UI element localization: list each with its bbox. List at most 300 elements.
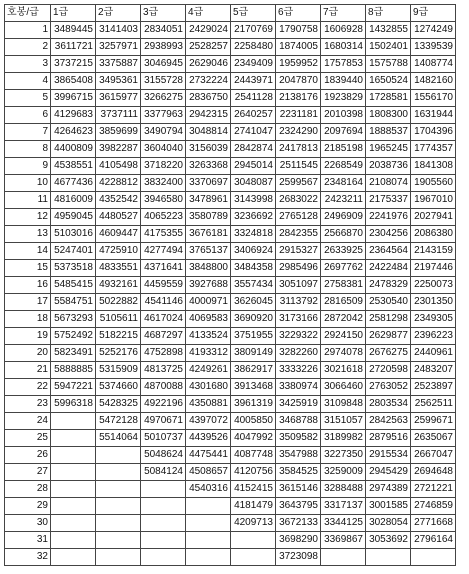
- salary-cell[interactable]: 2231181: [276, 107, 321, 124]
- salary-cell[interactable]: 3737215: [51, 56, 96, 73]
- salary-cell[interactable]: 3155728: [141, 73, 186, 90]
- step-number-cell[interactable]: 17: [5, 294, 51, 311]
- salary-cell[interactable]: 2765128: [276, 209, 321, 226]
- salary-cell[interactable]: 3151057: [321, 413, 366, 430]
- salary-cell[interactable]: 4301680: [186, 379, 231, 396]
- salary-cell[interactable]: 2629877: [366, 328, 411, 345]
- salary-cell[interactable]: 2566870: [321, 226, 366, 243]
- salary-cell[interactable]: 2771668: [411, 515, 456, 532]
- salary-cell[interactable]: 2942315: [186, 107, 231, 124]
- salary-cell[interactable]: 2108074: [366, 175, 411, 192]
- salary-cell[interactable]: 5315909: [96, 362, 141, 379]
- step-number-cell[interactable]: 15: [5, 260, 51, 277]
- salary-cell[interactable]: 2758381: [321, 277, 366, 294]
- salary-cell[interactable]: 3369867: [321, 532, 366, 549]
- salary-cell[interactable]: 2483207: [411, 362, 456, 379]
- salary-cell[interactable]: 1631944: [411, 107, 456, 124]
- salary-cell[interactable]: 4069583: [186, 311, 231, 328]
- salary-cell[interactable]: 4000971: [186, 294, 231, 311]
- salary-cell[interactable]: 3333226: [276, 362, 321, 379]
- salary-cell[interactable]: 1704396: [411, 124, 456, 141]
- salary-cell[interactable]: 4677436: [51, 175, 96, 192]
- salary-cell[interactable]: 3723098: [276, 549, 321, 566]
- salary-cell[interactable]: 5252176: [96, 345, 141, 362]
- salary-cell[interactable]: [96, 481, 141, 498]
- step-number-cell[interactable]: 2: [5, 39, 51, 56]
- salary-cell[interactable]: 2562511: [411, 396, 456, 413]
- salary-cell[interactable]: [96, 532, 141, 549]
- salary-cell[interactable]: 5084124: [141, 464, 186, 481]
- salary-cell[interactable]: 2633925: [321, 243, 366, 260]
- salary-cell[interactable]: 2138176: [276, 90, 321, 107]
- salary-cell[interactable]: 5485415: [51, 277, 96, 294]
- salary-cell[interactable]: 3547988: [276, 447, 321, 464]
- salary-cell[interactable]: 3109848: [321, 396, 366, 413]
- header-grade-6[interactable]: 6급: [276, 5, 321, 22]
- salary-cell[interactable]: 3028054: [366, 515, 411, 532]
- step-number-cell[interactable]: 7: [5, 124, 51, 141]
- salary-cell[interactable]: 2143159: [411, 243, 456, 260]
- salary-cell[interactable]: 2364564: [366, 243, 411, 260]
- salary-cell[interactable]: 3317137: [321, 498, 366, 515]
- step-number-cell[interactable]: 14: [5, 243, 51, 260]
- salary-cell[interactable]: 2268549: [321, 158, 366, 175]
- salary-cell[interactable]: 1839440: [321, 73, 366, 90]
- salary-cell[interactable]: [51, 447, 96, 464]
- salary-cell[interactable]: 5374660: [96, 379, 141, 396]
- salary-cell[interactable]: 2241976: [366, 209, 411, 226]
- salary-cell[interactable]: 3425919: [276, 396, 321, 413]
- salary-cell[interactable]: 2842874: [231, 141, 276, 158]
- salary-cell[interactable]: 2423211: [321, 192, 366, 209]
- salary-cell[interactable]: 2720598: [366, 362, 411, 379]
- step-number-cell[interactable]: 4: [5, 73, 51, 90]
- salary-cell[interactable]: [51, 481, 96, 498]
- salary-cell[interactable]: 5823491: [51, 345, 96, 362]
- salary-cell[interactable]: 2511545: [276, 158, 321, 175]
- step-number-cell[interactable]: 13: [5, 226, 51, 243]
- salary-cell[interactable]: 2945014: [231, 158, 276, 175]
- salary-cell[interactable]: 2349409: [231, 56, 276, 73]
- salary-cell[interactable]: 2816509: [321, 294, 366, 311]
- salary-cell[interactable]: 2763052: [366, 379, 411, 396]
- salary-cell[interactable]: 4133524: [186, 328, 231, 345]
- salary-cell[interactable]: [51, 549, 96, 566]
- salary-cell[interactable]: 5428325: [96, 396, 141, 413]
- salary-cell[interactable]: 3288488: [321, 481, 366, 498]
- salary-cell[interactable]: 3257971: [96, 39, 141, 56]
- salary-cell[interactable]: 3927688: [186, 277, 231, 294]
- step-number-cell[interactable]: 25: [5, 430, 51, 447]
- salary-cell[interactable]: 5010737: [141, 430, 186, 447]
- salary-cell[interactable]: 4959045: [51, 209, 96, 226]
- step-number-cell[interactable]: 27: [5, 464, 51, 481]
- salary-cell[interactable]: [96, 515, 141, 532]
- salary-cell[interactable]: 2185198: [321, 141, 366, 158]
- salary-cell[interactable]: 3615977: [96, 90, 141, 107]
- salary-cell[interactable]: [186, 549, 231, 566]
- salary-cell[interactable]: 3676181: [186, 226, 231, 243]
- salary-cell[interactable]: 3263368: [186, 158, 231, 175]
- salary-cell[interactable]: 2834051: [141, 22, 186, 39]
- salary-cell[interactable]: 4508657: [186, 464, 231, 481]
- salary-cell[interactable]: 2304256: [366, 226, 411, 243]
- step-number-cell[interactable]: 30: [5, 515, 51, 532]
- salary-cell[interactable]: 3690920: [231, 311, 276, 328]
- salary-cell[interactable]: [231, 532, 276, 549]
- salary-cell[interactable]: 3227350: [321, 447, 366, 464]
- salary-cell[interactable]: 1482160: [411, 73, 456, 90]
- salary-cell[interactable]: 2440961: [411, 345, 456, 362]
- salary-cell[interactable]: 3626045: [231, 294, 276, 311]
- salary-cell[interactable]: 1502401: [366, 39, 411, 56]
- salary-cell[interactable]: 2974389: [366, 481, 411, 498]
- salary-cell[interactable]: 3859699: [96, 124, 141, 141]
- salary-cell[interactable]: 2097694: [321, 124, 366, 141]
- salary-cell[interactable]: 1774357: [411, 141, 456, 158]
- salary-cell[interactable]: 3046945: [141, 56, 186, 73]
- header-grade-9[interactable]: 9급: [411, 5, 456, 22]
- salary-cell[interactable]: 1408774: [411, 56, 456, 73]
- salary-cell[interactable]: 3282260: [276, 345, 321, 362]
- salary-cell[interactable]: 2842563: [366, 413, 411, 430]
- salary-cell[interactable]: 2694648: [411, 464, 456, 481]
- salary-cell[interactable]: [51, 430, 96, 447]
- salary-cell[interactable]: 2422484: [366, 260, 411, 277]
- salary-cell[interactable]: 2250073: [411, 277, 456, 294]
- step-number-cell[interactable]: 5: [5, 90, 51, 107]
- step-number-cell[interactable]: 20: [5, 345, 51, 362]
- salary-cell[interactable]: 4065223: [141, 209, 186, 226]
- salary-cell[interactable]: 2879516: [366, 430, 411, 447]
- salary-cell[interactable]: 4087748: [231, 447, 276, 464]
- salary-cell[interactable]: 1650524: [366, 73, 411, 90]
- header-grade-8[interactable]: 8급: [366, 5, 411, 22]
- salary-cell[interactable]: [96, 498, 141, 515]
- salary-cell[interactable]: 2667047: [411, 447, 456, 464]
- salary-cell[interactable]: 3865408: [51, 73, 96, 90]
- salary-cell[interactable]: [186, 515, 231, 532]
- salary-cell[interactable]: 2974078: [321, 345, 366, 362]
- salary-cell[interactable]: 2528257: [186, 39, 231, 56]
- salary-cell[interactable]: 5514064: [96, 430, 141, 447]
- salary-cell[interactable]: 4120756: [231, 464, 276, 481]
- step-number-cell[interactable]: 12: [5, 209, 51, 226]
- salary-cell[interactable]: 3021618: [321, 362, 366, 379]
- salary-cell[interactable]: 2027941: [411, 209, 456, 226]
- salary-cell[interactable]: 4475441: [186, 447, 231, 464]
- salary-cell[interactable]: 4813725: [141, 362, 186, 379]
- salary-cell[interactable]: 3344125: [321, 515, 366, 532]
- salary-cell[interactable]: 2417813: [276, 141, 321, 158]
- salary-cell[interactable]: 2803534: [366, 396, 411, 413]
- salary-cell[interactable]: 2599671: [411, 413, 456, 430]
- salary-cell[interactable]: 3324818: [231, 226, 276, 243]
- salary-cell[interactable]: 4970671: [141, 413, 186, 430]
- salary-cell[interactable]: 2842355: [276, 226, 321, 243]
- salary-cell[interactable]: 5584751: [51, 294, 96, 311]
- salary-cell[interactable]: 3604040: [141, 141, 186, 158]
- salary-cell[interactable]: [321, 549, 366, 566]
- step-number-cell[interactable]: 21: [5, 362, 51, 379]
- salary-cell[interactable]: 4181479: [231, 498, 276, 515]
- step-number-cell[interactable]: 22: [5, 379, 51, 396]
- salary-cell[interactable]: 2496909: [321, 209, 366, 226]
- salary-cell[interactable]: 3380974: [276, 379, 321, 396]
- salary-cell[interactable]: 1575788: [366, 56, 411, 73]
- salary-cell[interactable]: 2349305: [411, 311, 456, 328]
- salary-cell[interactable]: 2396223: [411, 328, 456, 345]
- step-number-cell[interactable]: 28: [5, 481, 51, 498]
- salary-cell[interactable]: 3809149: [231, 345, 276, 362]
- salary-cell[interactable]: 3946580: [141, 192, 186, 209]
- salary-cell[interactable]: 4175355: [141, 226, 186, 243]
- salary-cell[interactable]: [51, 464, 96, 481]
- salary-cell[interactable]: 4352542: [96, 192, 141, 209]
- salary-cell[interactable]: [51, 498, 96, 515]
- salary-cell[interactable]: 2348164: [321, 175, 366, 192]
- step-number-cell[interactable]: 23: [5, 396, 51, 413]
- salary-cell[interactable]: 3996715: [51, 90, 96, 107]
- salary-cell[interactable]: 3615146: [276, 481, 321, 498]
- salary-cell[interactable]: 4264623: [51, 124, 96, 141]
- salary-cell[interactable]: 5673293: [51, 311, 96, 328]
- salary-cell[interactable]: 3848800: [186, 260, 231, 277]
- salary-cell[interactable]: 3495361: [96, 73, 141, 90]
- salary-cell[interactable]: 4752898: [141, 345, 186, 362]
- salary-cell[interactable]: 3718220: [141, 158, 186, 175]
- salary-cell[interactable]: 5888885: [51, 362, 96, 379]
- salary-cell[interactable]: 2523897: [411, 379, 456, 396]
- salary-cell[interactable]: 3490794: [141, 124, 186, 141]
- salary-cell[interactable]: 3053692: [366, 532, 411, 549]
- header-grade-3[interactable]: 3급: [141, 5, 186, 22]
- salary-cell[interactable]: 5752492: [51, 328, 96, 345]
- salary-cell[interactable]: 2429024: [186, 22, 231, 39]
- salary-cell[interactable]: [51, 532, 96, 549]
- salary-cell[interactable]: 1905560: [411, 175, 456, 192]
- salary-cell[interactable]: 4459559: [141, 277, 186, 294]
- salary-cell[interactable]: 4249261: [186, 362, 231, 379]
- step-number-cell[interactable]: 19: [5, 328, 51, 345]
- step-number-cell[interactable]: 26: [5, 447, 51, 464]
- salary-cell[interactable]: 3259009: [321, 464, 366, 481]
- salary-cell[interactable]: 2478329: [366, 277, 411, 294]
- salary-cell[interactable]: 5048624: [141, 447, 186, 464]
- salary-cell[interactable]: 3051097: [276, 277, 321, 294]
- step-number-cell[interactable]: 10: [5, 175, 51, 192]
- salary-cell[interactable]: [141, 481, 186, 498]
- salary-cell[interactable]: [96, 464, 141, 481]
- header-step-grade[interactable]: 호봉/급: [5, 5, 51, 22]
- salary-cell[interactable]: 4228812: [96, 175, 141, 192]
- salary-cell[interactable]: [141, 515, 186, 532]
- salary-cell[interactable]: 2629046: [186, 56, 231, 73]
- salary-cell[interactable]: 3751955: [231, 328, 276, 345]
- salary-cell[interactable]: 3557434: [231, 277, 276, 294]
- salary-cell[interactable]: 1790758: [276, 22, 321, 39]
- salary-cell[interactable]: 2915534: [366, 447, 411, 464]
- salary-cell[interactable]: 4932161: [96, 277, 141, 294]
- salary-cell[interactable]: 5247401: [51, 243, 96, 260]
- salary-cell[interactable]: 1965245: [366, 141, 411, 158]
- salary-cell[interactable]: 1967010: [411, 192, 456, 209]
- salary-cell[interactable]: 3832400: [141, 175, 186, 192]
- salary-cell[interactable]: [141, 532, 186, 549]
- salary-cell[interactable]: 4005850: [231, 413, 276, 430]
- salary-cell[interactable]: 2938993: [141, 39, 186, 56]
- salary-cell[interactable]: 3584525: [276, 464, 321, 481]
- salary-cell[interactable]: 2324290: [276, 124, 321, 141]
- header-grade-5[interactable]: 5급: [231, 5, 276, 22]
- salary-cell[interactable]: 3698290: [276, 532, 321, 549]
- salary-cell[interactable]: 2872042: [321, 311, 366, 328]
- salary-cell[interactable]: 5182215: [96, 328, 141, 345]
- salary-cell[interactable]: 2581298: [366, 311, 411, 328]
- salary-cell[interactable]: 4193312: [186, 345, 231, 362]
- salary-cell[interactable]: 5022882: [96, 294, 141, 311]
- step-number-cell[interactable]: 6: [5, 107, 51, 124]
- salary-cell[interactable]: 3048814: [186, 124, 231, 141]
- salary-cell[interactable]: 4047992: [231, 430, 276, 447]
- salary-cell[interactable]: 3156039: [186, 141, 231, 158]
- salary-cell[interactable]: 2915327: [276, 243, 321, 260]
- salary-cell[interactable]: 1728581: [366, 90, 411, 107]
- salary-cell[interactable]: 2599567: [276, 175, 321, 192]
- salary-cell[interactable]: 3611721: [51, 39, 96, 56]
- salary-cell[interactable]: 3765137: [186, 243, 231, 260]
- salary-cell[interactable]: 3468788: [276, 413, 321, 430]
- salary-cell[interactable]: 4105498: [96, 158, 141, 175]
- step-number-cell[interactable]: 18: [5, 311, 51, 328]
- salary-cell[interactable]: 1339539: [411, 39, 456, 56]
- salary-cell[interactable]: 2301350: [411, 294, 456, 311]
- salary-cell[interactable]: 4129683: [51, 107, 96, 124]
- salary-cell[interactable]: 3580789: [186, 209, 231, 226]
- salary-cell[interactable]: 3266275: [141, 90, 186, 107]
- salary-cell[interactable]: 5996318: [51, 396, 96, 413]
- salary-cell[interactable]: 3141403: [96, 22, 141, 39]
- salary-cell[interactable]: 4209713: [231, 515, 276, 532]
- salary-cell[interactable]: 3189982: [321, 430, 366, 447]
- salary-cell[interactable]: 2945429: [366, 464, 411, 481]
- header-grade-2[interactable]: 2급: [96, 5, 141, 22]
- salary-cell[interactable]: 4725910: [96, 243, 141, 260]
- salary-cell[interactable]: 1874005: [276, 39, 321, 56]
- salary-cell[interactable]: 3489445: [51, 22, 96, 39]
- salary-cell[interactable]: 3478961: [186, 192, 231, 209]
- salary-cell[interactable]: 4480527: [96, 209, 141, 226]
- step-number-cell[interactable]: 1: [5, 22, 51, 39]
- salary-cell[interactable]: 4541146: [141, 294, 186, 311]
- salary-cell[interactable]: 3066460: [321, 379, 366, 396]
- salary-cell[interactable]: 4439526: [186, 430, 231, 447]
- salary-cell[interactable]: 2443971: [231, 73, 276, 90]
- salary-cell[interactable]: 3143998: [231, 192, 276, 209]
- salary-cell[interactable]: 3484358: [231, 260, 276, 277]
- salary-cell[interactable]: 4687297: [141, 328, 186, 345]
- salary-cell[interactable]: 2038736: [366, 158, 411, 175]
- salary-cell[interactable]: [366, 549, 411, 566]
- salary-cell[interactable]: 5105611: [96, 311, 141, 328]
- salary-cell[interactable]: 2721221: [411, 481, 456, 498]
- salary-cell[interactable]: 1959952: [276, 56, 321, 73]
- salary-cell[interactable]: 4922196: [141, 396, 186, 413]
- salary-cell[interactable]: 2796164: [411, 532, 456, 549]
- salary-cell[interactable]: 2197446: [411, 260, 456, 277]
- salary-cell[interactable]: 2635067: [411, 430, 456, 447]
- salary-cell[interactable]: 4816009: [51, 192, 96, 209]
- salary-cell[interactable]: 5373518: [51, 260, 96, 277]
- salary-cell[interactable]: 4538551: [51, 158, 96, 175]
- salary-cell[interactable]: 3370697: [186, 175, 231, 192]
- salary-cell[interactable]: 5103016: [51, 226, 96, 243]
- salary-cell[interactable]: 4397072: [186, 413, 231, 430]
- salary-cell[interactable]: 4400809: [51, 141, 96, 158]
- step-number-cell[interactable]: 31: [5, 532, 51, 549]
- salary-cell[interactable]: 4350881: [186, 396, 231, 413]
- header-grade-7[interactable]: 7급: [321, 5, 366, 22]
- salary-cell[interactable]: 3001585: [366, 498, 411, 515]
- salary-cell[interactable]: [231, 549, 276, 566]
- salary-cell[interactable]: 4833551: [96, 260, 141, 277]
- salary-cell[interactable]: 3862917: [231, 362, 276, 379]
- salary-cell[interactable]: 3375887: [96, 56, 141, 73]
- salary-cell[interactable]: 3173166: [276, 311, 321, 328]
- step-number-cell[interactable]: 8: [5, 141, 51, 158]
- salary-cell[interactable]: 2175337: [366, 192, 411, 209]
- salary-cell[interactable]: 4540316: [186, 481, 231, 498]
- salary-cell[interactable]: 2746859: [411, 498, 456, 515]
- salary-cell[interactable]: 1274249: [411, 22, 456, 39]
- salary-cell[interactable]: 4371641: [141, 260, 186, 277]
- salary-cell[interactable]: [96, 447, 141, 464]
- salary-cell[interactable]: 5472128: [96, 413, 141, 430]
- salary-cell[interactable]: [141, 498, 186, 515]
- salary-cell[interactable]: 1757853: [321, 56, 366, 73]
- header-grade-1[interactable]: 1급: [51, 5, 96, 22]
- salary-cell[interactable]: 4152415: [231, 481, 276, 498]
- salary-cell[interactable]: 2985496: [276, 260, 321, 277]
- salary-cell[interactable]: 3982287: [96, 141, 141, 158]
- header-grade-4[interactable]: 4급: [186, 5, 231, 22]
- salary-cell[interactable]: [411, 549, 456, 566]
- step-number-cell[interactable]: 11: [5, 192, 51, 209]
- salary-cell[interactable]: 2530540: [366, 294, 411, 311]
- salary-cell[interactable]: 1556170: [411, 90, 456, 107]
- salary-cell[interactable]: 2640257: [231, 107, 276, 124]
- step-number-cell[interactable]: 3: [5, 56, 51, 73]
- salary-cell[interactable]: 1841308: [411, 158, 456, 175]
- salary-cell[interactable]: 3913468: [231, 379, 276, 396]
- salary-cell[interactable]: 3643795: [276, 498, 321, 515]
- salary-cell[interactable]: 1680314: [321, 39, 366, 56]
- salary-cell[interactable]: 2010398: [321, 107, 366, 124]
- salary-cell[interactable]: 3236692: [231, 209, 276, 226]
- salary-cell[interactable]: 4870088: [141, 379, 186, 396]
- salary-cell[interactable]: [186, 498, 231, 515]
- salary-cell[interactable]: [96, 549, 141, 566]
- salary-cell[interactable]: 2741047: [231, 124, 276, 141]
- salary-cell[interactable]: 3737111: [96, 107, 141, 124]
- salary-cell[interactable]: [141, 549, 186, 566]
- salary-cell[interactable]: 1923829: [321, 90, 366, 107]
- salary-cell[interactable]: 3113792: [276, 294, 321, 311]
- salary-cell[interactable]: 2836750: [186, 90, 231, 107]
- step-number-cell[interactable]: 24: [5, 413, 51, 430]
- salary-cell[interactable]: 1606928: [321, 22, 366, 39]
- step-number-cell[interactable]: 9: [5, 158, 51, 175]
